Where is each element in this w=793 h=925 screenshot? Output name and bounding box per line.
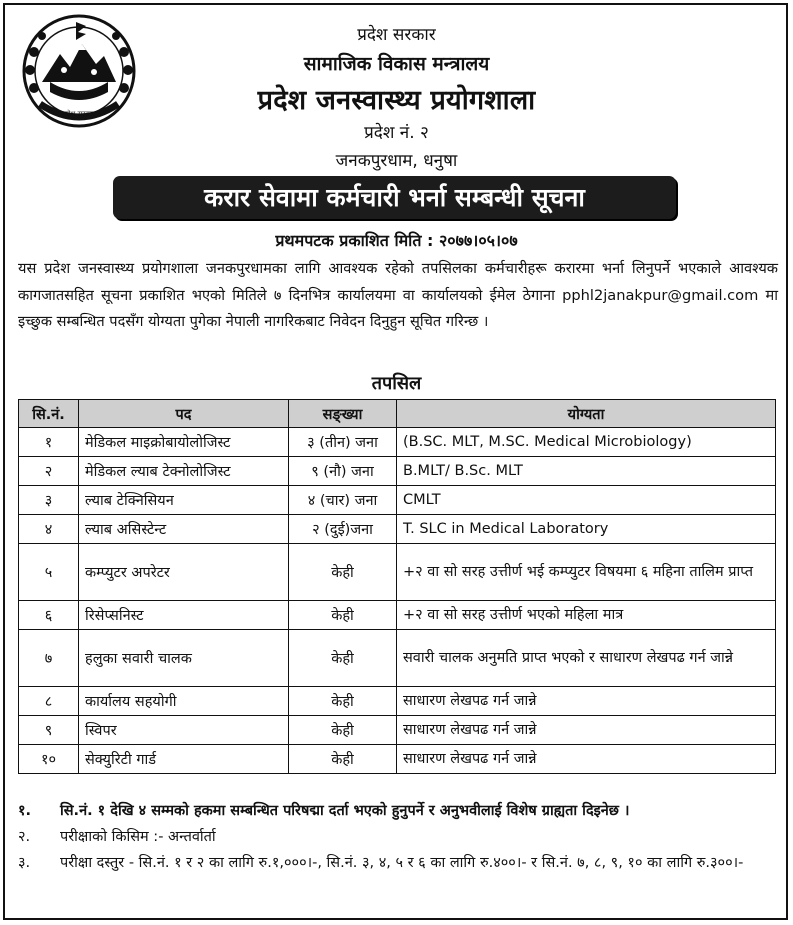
note-item (18, 850, 778, 876)
cell-count: केही (289, 544, 397, 601)
cell-qualification: CMLT (397, 486, 776, 515)
cell-sn: ५ (19, 544, 79, 601)
table-row (19, 515, 776, 544)
emblem-text: प्रदेश सरकार (62, 110, 96, 118)
note-number: २. (18, 829, 31, 845)
cell-count: केही (289, 745, 397, 774)
header-province-government: प्रदेश सरकार (357, 25, 436, 45)
cell-post: मेडिकल माइक्रोबायोलोजिस्ट (79, 428, 289, 457)
cell-qualification: साधारण लेखपढ गर्न जान्ने (397, 716, 776, 745)
cell-count: केही (289, 630, 397, 687)
cell-qualification: (B.SC. MLT, M.SC. Medical Microbiology) (397, 428, 776, 457)
cell-post: कार्यालय सहयोगी (79, 687, 289, 716)
cell-post: रिसेप्सनिस्ट (79, 601, 289, 630)
col-header-sn: सि.नं. (19, 400, 79, 428)
cell-sn: ७ (19, 630, 79, 687)
intro-paragraph: यस प्रदेश जनस्वास्थ्य प्रयोगशाला जनकपुरधामका लागि आवश्यक रहेको तपसिलका कर्मचारीहरू करारमा भर्ना लिनुपर्ने भएकाले आवश्यक कागजातसहित सूचना प्रकाशित भएको मितिले ७ दिनभित्र कार्यालयमा वा कार्यालयको ईमेल ठेगाना pphl2janakpur@gmail.com मा इच्छुक सम्बन्धित पदसँग योग्यता पुगेका नेपाली नागरिकबाट निवेदन दिनुहुन सूचित गरिन्छ । (18, 260, 778, 330)
table-row (19, 630, 776, 687)
note-text: परीक्षाको किसिम :- अन्तर्वार्ता (60, 829, 216, 845)
table-row (19, 601, 776, 630)
col-header-count: सङ्ख्या (289, 400, 397, 428)
cell-post: मेडिकल ल्याब टेक्नोलोजिस्ट (79, 457, 289, 486)
header-laboratory: प्रदेश जनस्वास्थ्य प्रयोगशाला (257, 85, 536, 116)
cell-post: कम्प्युटर अपरेटर (79, 544, 289, 601)
note-item (18, 798, 778, 824)
cell-qualification: साधारण लेखपढ गर्न जान्ने (397, 687, 776, 716)
cell-qualification: B.MLT/ B.Sc. MLT (397, 457, 776, 486)
cell-post: हलुका सवारी चालक (79, 630, 289, 687)
cell-sn: ८ (19, 687, 79, 716)
table-row (19, 428, 776, 457)
cell-post: स्विपर (79, 716, 289, 745)
cell-sn: १० (19, 745, 79, 774)
table-row (19, 544, 776, 601)
cell-post: ल्याब असिस्टेन्ट (79, 515, 289, 544)
cell-post: सेक्युरिटी गार्ड (79, 745, 289, 774)
cell-count: ९ (नौ) जना (289, 457, 397, 486)
table-row (19, 745, 776, 774)
cell-qualification: +२ वा सो सरह उत्तीर्ण भई कम्प्युटर विषयमा ६ महिना तालिम प्राप्त (397, 544, 776, 601)
cell-sn: २ (19, 457, 79, 486)
cell-sn: ४ (19, 515, 79, 544)
cell-sn: ९ (19, 716, 79, 745)
notice-title-banner: करार सेवामा कर्मचारी भर्ना सम्बन्धी सूचना (113, 176, 676, 219)
table-row (19, 457, 776, 486)
header-province-number: प्रदेश नं. २ (364, 123, 429, 143)
note-item (18, 824, 778, 850)
cell-qualification: T. SLC in Medical Laboratory (397, 515, 776, 544)
cell-count: ४ (चार) जना (289, 486, 397, 515)
table-row (19, 486, 776, 515)
col-header-post: पद (79, 400, 289, 428)
note-text: परीक्षा दस्तुर - सि.नं. १ र २ का लागि रु.१,०००।-, सि.नं. ३, ४, ५ र ६ का लागि रु.४००।- र सि.नं. ७, ८, ९, १० का लागि रु.३००।- (60, 855, 744, 871)
header-ministry: सामाजिक विकास मन्त्रालय (303, 53, 490, 75)
cell-sn: ६ (19, 601, 79, 630)
cell-post: ल्याब टेक्निसियन (79, 486, 289, 515)
note-number: १. (18, 803, 32, 819)
cell-qualification: सवारी चालक अनुमति प्राप्त भएको र साधारण लेखपढ गर्न जान्ने (397, 630, 776, 687)
cell-sn: १ (19, 428, 79, 457)
header-location: जनकपुरधाम, धनुषा (335, 151, 458, 171)
table-row (19, 716, 776, 745)
cell-count: केही (289, 716, 397, 745)
notes-list (18, 798, 778, 876)
table-title: तपसिल (371, 373, 422, 394)
col-header-qualification: योग्यता (397, 400, 776, 428)
cell-count: केही (289, 601, 397, 630)
vacancy-table (18, 399, 776, 774)
table-row (19, 687, 776, 716)
table-header-row (19, 400, 776, 428)
cell-qualification: +२ वा सो सरह उत्तीर्ण भएको महिला मात्र (397, 601, 776, 630)
note-text: सि.नं. १ देखि ४ सम्मको हकमा सम्बन्धित परिषद्मा दर्ता भएको हुनुपर्ने र अनुभवीलाई विशेष ग्राह्यता दिइनेछ । (60, 803, 630, 819)
cell-count: २ (दुई)जना (289, 515, 397, 544)
cell-count: ३ (तीन) जना (289, 428, 397, 457)
cell-qualification: साधारण लेखपढ गर्न जान्ने (397, 745, 776, 774)
cell-count: केही (289, 687, 397, 716)
note-number: ३. (18, 855, 31, 871)
cell-sn: ३ (19, 486, 79, 515)
published-date: प्रथमपटक प्रकाशित मिति : २०७७।०५।०७ (275, 231, 518, 250)
